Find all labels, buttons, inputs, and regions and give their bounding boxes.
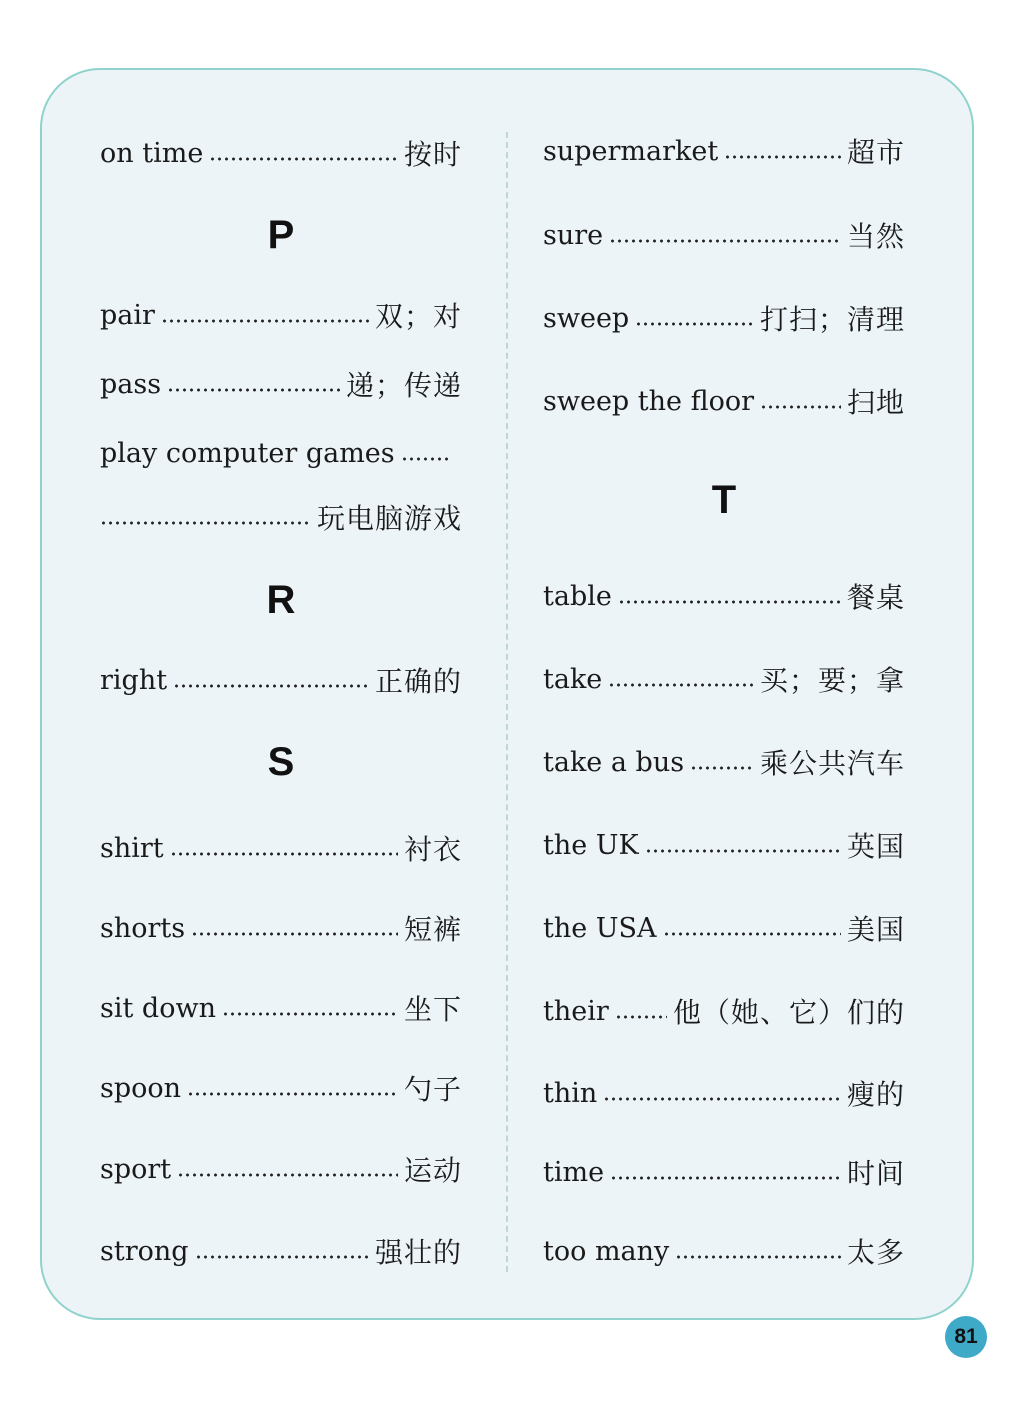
glossary-entry [543, 1152, 905, 1192]
section-letter-r: R [266, 578, 296, 622]
entry-chinese: 餐桌 [846, 581, 905, 614]
glossary-entry [543, 576, 905, 616]
dot-leader [100, 521, 311, 525]
entry-chinese: 打扫；清理 [759, 303, 905, 336]
entry-english: sure [543, 219, 604, 251]
entry-english: spoon [100, 1072, 182, 1104]
section-letter-s: S [267, 740, 295, 784]
glossary-entry [100, 133, 462, 173]
entry-english: take a bus [543, 746, 685, 778]
dot-leader [608, 683, 754, 687]
entry-english: play computer games [100, 437, 395, 469]
entry-chinese: 勺子 [403, 1073, 462, 1106]
glossary-entry [100, 1231, 462, 1271]
dot-leader [161, 319, 369, 323]
entry-chinese: 递；传递 [345, 369, 462, 402]
dot-leader [177, 1173, 398, 1177]
dot-leader [191, 932, 398, 936]
entry-chinese: 扫地 [846, 386, 905, 419]
glossary-entry [100, 988, 462, 1028]
section-letter-t: T [711, 478, 737, 522]
glossary-entry [543, 298, 905, 338]
dot-leader [610, 1176, 841, 1180]
entry-chinese: 英国 [846, 830, 905, 863]
glossary-entry [543, 381, 905, 421]
entry-chinese: 玩电脑游戏 [316, 502, 462, 535]
entry-english: their [543, 995, 609, 1027]
glossary-entry [543, 1231, 905, 1271]
section-letter-p: P [267, 213, 295, 257]
entry-english: pass [100, 368, 162, 400]
entry-chinese: 瘦的 [846, 1078, 905, 1111]
entry-english: the USA [543, 912, 657, 944]
entry-chinese: 美国 [846, 913, 905, 946]
entry-chinese: 买；要；拿 [759, 664, 905, 697]
glossary-entry [543, 215, 905, 255]
entry-english: take [543, 663, 603, 695]
entry-english: sweep [543, 302, 630, 334]
dot-leader [209, 157, 398, 161]
dot-leader [724, 155, 841, 159]
dot-leader [603, 1097, 841, 1101]
glossary-entry [100, 433, 462, 473]
entry-english: on time [100, 137, 204, 169]
dot-leader [609, 239, 841, 243]
entry-chinese: 太多 [846, 1236, 905, 1269]
entry-english: sit down [100, 992, 216, 1024]
dot-leader [195, 1255, 369, 1259]
glossary-entry [543, 908, 905, 948]
entry-english: shirt [100, 832, 164, 864]
dot-leader [645, 849, 841, 853]
dot-leader [187, 1092, 398, 1096]
glossary-entry [100, 364, 462, 404]
entry-english: sweep the floor [543, 385, 755, 417]
dot-leader [618, 600, 841, 604]
entry-chinese: 衬衣 [403, 833, 462, 866]
entry-english: too many [543, 1235, 670, 1267]
entry-chinese: 运动 [403, 1154, 462, 1187]
dot-leader [615, 1015, 667, 1019]
dot-leader [635, 322, 754, 326]
glossary-entry [100, 908, 462, 948]
entry-english: table [543, 580, 612, 612]
dot-leader [690, 766, 754, 770]
dot-leader [675, 1255, 841, 1259]
dot-leader [401, 457, 451, 461]
page-number-badge [945, 1316, 987, 1358]
dot-leader [170, 852, 398, 856]
entry-chinese: 他（她、它）们的 [672, 996, 905, 1029]
entry-chinese: 短裤 [403, 913, 462, 946]
dot-leader [167, 388, 340, 392]
entry-english: shorts [100, 912, 186, 944]
dot-leader [760, 405, 841, 409]
entry-english: strong [100, 1235, 189, 1267]
entry-english: right [100, 664, 168, 696]
dot-leader [663, 932, 841, 936]
entry-chinese: 按时 [403, 138, 462, 171]
entry-chinese: 时间 [846, 1157, 905, 1190]
glossary-entry [543, 991, 905, 1031]
glossary-entry [543, 659, 905, 699]
entry-english: sport [100, 1153, 172, 1185]
entry-english: supermarket [543, 135, 719, 167]
page-number: 81 [954, 1325, 978, 1348]
entry-english: time [543, 1156, 605, 1188]
entry-chinese: 强壮的 [374, 1236, 462, 1269]
glossary-entry [100, 497, 462, 537]
entry-english: thin [543, 1077, 598, 1109]
entry-chinese: 当然 [846, 220, 905, 253]
dot-leader [222, 1012, 398, 1016]
glossary-entry [100, 295, 462, 335]
glossary-entry [543, 131, 905, 171]
glossary-entry [543, 825, 905, 865]
entry-chinese: 正确的 [374, 665, 462, 698]
glossary-entry [543, 742, 905, 782]
entry-chinese: 乘公共汽车 [759, 747, 905, 780]
glossary-entry [543, 1073, 905, 1113]
dot-leader [173, 684, 369, 688]
entry-chinese: 坐下 [403, 993, 462, 1026]
entry-chinese: 超市 [846, 136, 905, 169]
glossary-entry [100, 1068, 462, 1108]
entry-english: the UK [543, 829, 639, 861]
glossary-entry [100, 828, 462, 868]
glossary-entry [100, 1149, 462, 1189]
entry-chinese: 双；对 [374, 300, 462, 333]
entry-english: pair [100, 299, 155, 331]
glossary-entry [100, 660, 462, 700]
column-divider [506, 132, 508, 1272]
